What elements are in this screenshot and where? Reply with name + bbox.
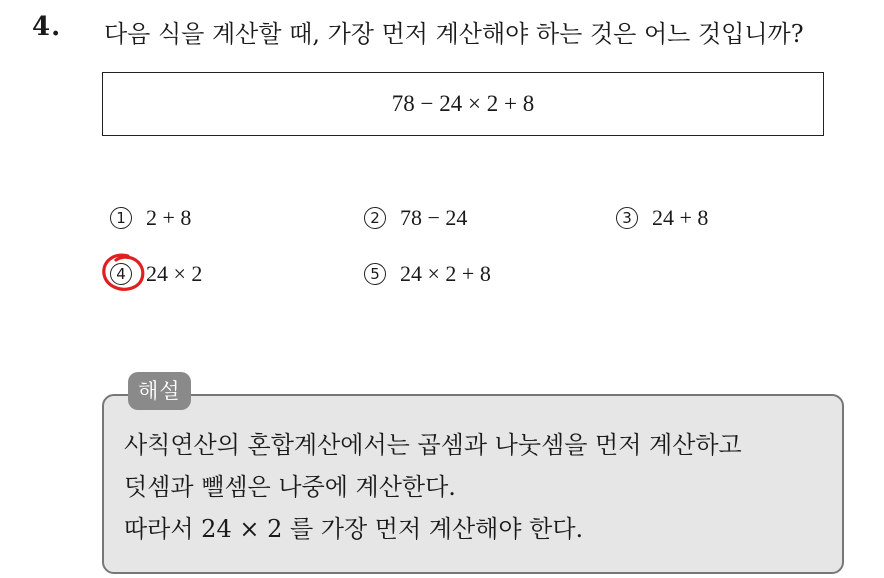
expression-box: [102, 72, 824, 136]
choice-text-3: 24 + 8: [652, 205, 709, 230]
explanation-line-1: 사칙연산의 혼합계산에서는 곱셈과 나눗셈을 먼저 계산하고: [124, 431, 742, 459]
choice-text-1: 2 + 8: [146, 205, 192, 230]
choice-number-3: 3: [616, 207, 638, 229]
choice-4[interactable]: [110, 261, 202, 287]
question-text: 다음 식을 계산할 때, 가장 먼저 계산해야 하는 것은 어느 것입니까?: [104, 20, 804, 48]
choice-3[interactable]: [616, 205, 708, 231]
expression: 78 − 24 × 2 + 8: [391, 91, 535, 116]
choice-number-1: 1: [110, 207, 132, 229]
explanation-line-2: 덧셈과 뺄셈은 나중에 계산한다.: [124, 473, 456, 501]
explanation-line-3: 따라서 24 × 2 를 가장 먼저 계산해야 한다.: [124, 515, 584, 543]
choice-number-5: 5: [364, 263, 386, 285]
explanation-tag: 해설: [128, 372, 191, 410]
choice-5[interactable]: [364, 261, 491, 287]
explanation-text: [124, 424, 742, 550]
choice-number-2: 2: [364, 207, 386, 229]
choice-2[interactable]: [364, 205, 467, 231]
choice-number-4: 4: [110, 263, 132, 285]
choice-text-2: 78 − 24: [400, 205, 468, 230]
question-number: 4.: [32, 12, 62, 42]
choice-text-5: 24 × 2 + 8: [400, 261, 491, 286]
choice-text-4: 24 × 2: [146, 261, 203, 286]
choice-1[interactable]: [110, 205, 191, 231]
